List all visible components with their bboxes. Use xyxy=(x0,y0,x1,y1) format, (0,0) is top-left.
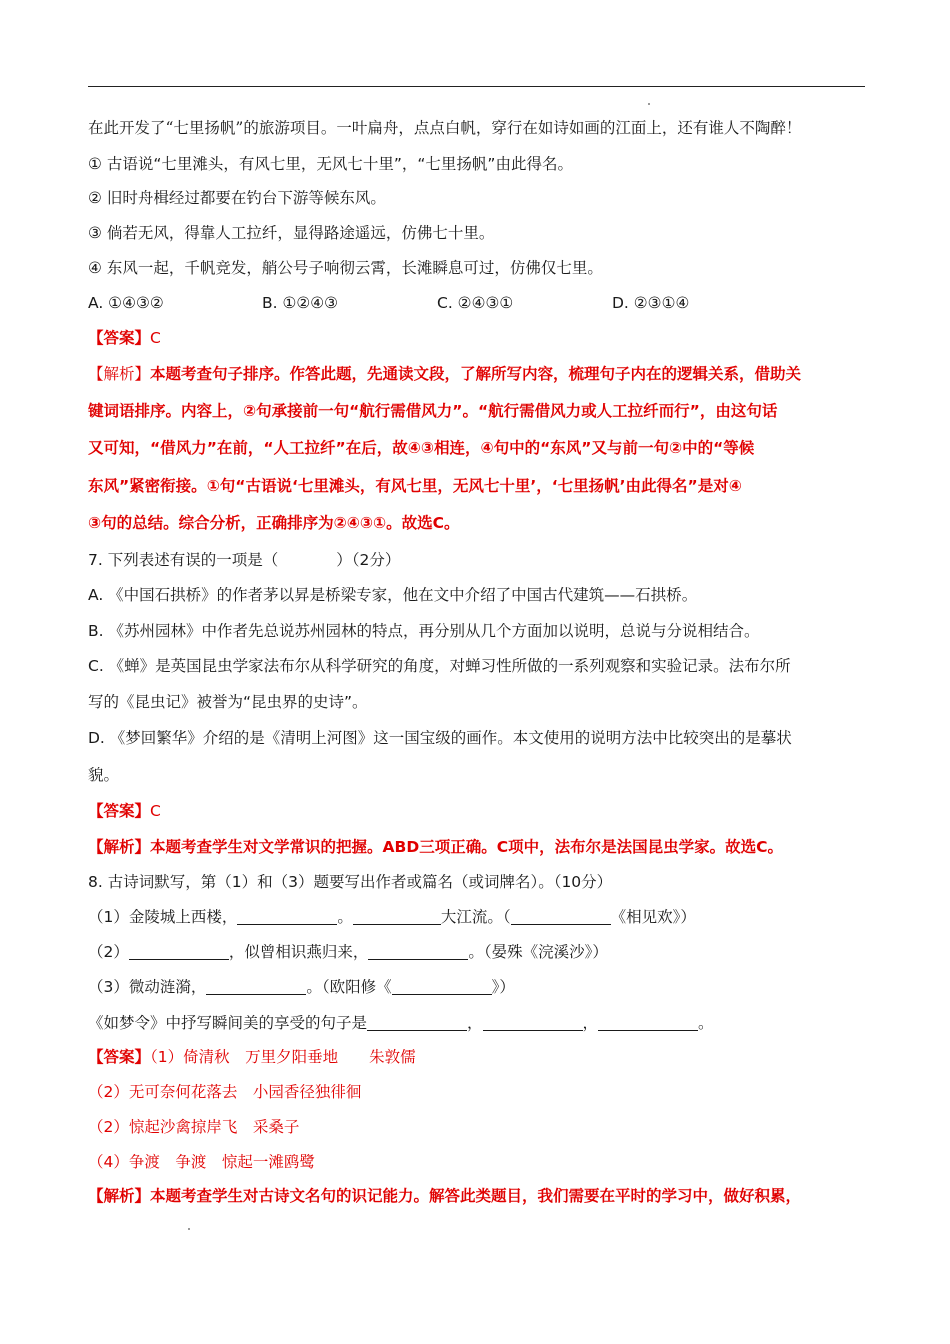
intro-line: 在此开发了“七里扬帆”的旅游项目。一叶扁舟，点点白帆，穿行在如诗如画的江面上，还有谁人不陶醉！ xyxy=(88,119,802,137)
answer-text: （1）倚清秋 万里夕阳垂地 朱敦儒 xyxy=(150,1048,416,1066)
answer-tag: 【答案】 xyxy=(88,329,151,347)
analysis-text: 本题考查学生对古诗文名句的识记能力。解答此类题目，我们需要在平时的学习中，做好积累， xyxy=(150,1187,802,1205)
q8-1-text: （1）金陵城上西楼， xyxy=(88,908,238,926)
fill-blank[interactable] xyxy=(368,943,468,960)
q7-stem xyxy=(88,550,400,570)
q8-item-1 xyxy=(88,907,696,927)
fill-blank[interactable] xyxy=(511,908,611,925)
answer-tag: 【答案】 xyxy=(88,802,151,820)
q8-4-comma: ， xyxy=(582,1014,599,1032)
q6-option-a: A. ①④③② xyxy=(88,294,164,312)
q8-4-comma: ， xyxy=(467,1014,483,1032)
answer-tag: 【答案】 xyxy=(88,1048,151,1066)
fill-blank[interactable] xyxy=(483,1014,583,1031)
q8-item-3 xyxy=(88,977,515,997)
sentence-3: ③ 倘若无风，得靠人工拉纤，显得路途遥远，仿佛七十里。 xyxy=(88,224,495,242)
sentence-2: ② 旧时舟楫经过都要在钓台下游等候东风。 xyxy=(88,189,386,207)
analysis-text: 本题考查学生对文学常识的把握。ABD三项正确。C项中，法布尔是法国昆虫学家。故选C。 xyxy=(150,838,783,856)
analysis-tag: 【解析】 xyxy=(88,838,151,856)
q6-option-d: D. ②③①④ xyxy=(612,294,690,312)
q6-option-b: B. ①②④③ xyxy=(262,294,339,312)
q8-2-source: 。（晏殊《浣溪沙》） xyxy=(468,943,608,961)
q8-4-text: 《如梦令》中抒写瞬间美的享受的句子是 xyxy=(88,1014,368,1032)
q6-answer xyxy=(88,328,161,348)
q8-4-period: 。 xyxy=(698,1014,714,1032)
fill-blank[interactable] xyxy=(598,1014,698,1031)
fill-blank[interactable] xyxy=(237,908,337,925)
q8-1-title: 《相见欢》） xyxy=(610,908,696,926)
analysis-text: 本题考查句子排序。作答此题，先通读文段，了解所写内容，梳理句子内在的逻辑关系，借助关 xyxy=(150,365,802,383)
q8-1-period: 。 xyxy=(337,908,353,926)
header-rule xyxy=(88,86,865,87)
q8-1-text-2: 大江流。（ xyxy=(440,908,511,926)
scan-dot xyxy=(188,1228,190,1230)
fill-blank[interactable] xyxy=(367,1014,467,1031)
sentence-1: ① 古语说“七里滩头，有风七里，无风七十里”，“七里扬帆”由此得名。 xyxy=(88,155,573,173)
analysis-tag: 【解析】 xyxy=(88,1187,151,1205)
q6-analysis-2: 键词语排序。内容上，②句承接前一句“航行需借风力”。“航行需借风力或人工拉纤而行”，由这句话 xyxy=(88,402,778,420)
fill-blank[interactable] xyxy=(129,943,229,960)
answer-value: C xyxy=(150,329,161,347)
analysis-tag: 【解析】 xyxy=(88,365,151,383)
q7-option-b: B. 《苏州园林》中作者先总说苏州园林的特点，再分别从几个方面加以说明，总说与分说相结合。 xyxy=(88,622,760,640)
q8-item-2 xyxy=(88,942,608,962)
q8-3-text: （3）微动涟漪， xyxy=(88,978,207,996)
q8-answer-2: （2）无可奈何花落去 小园香径独徘徊 xyxy=(88,1083,362,1101)
q8-stem: 8. 古诗词默写，第（1）和（3）题要写出作者或篇名（或词牌名）。（10分） xyxy=(88,873,613,891)
fill-blank[interactable] xyxy=(353,908,441,925)
q8-analysis xyxy=(88,1186,801,1206)
q8-item-4 xyxy=(88,1013,714,1033)
scan-dot xyxy=(648,103,650,105)
q7-option-d: D. 《梦回繁华》介绍的是《清明上河图》这一国宝级的画作。本文使用的说明方法中比较突出的是摹状 xyxy=(88,729,792,747)
q7-answer xyxy=(88,801,161,821)
q6-analysis-4: 东风”紧密衔接。①句“古语说‘七里滩头，有风七里，无风七十里’，‘七里扬帆’由此得名”是对④ xyxy=(88,477,742,495)
q7-option-c-cont: 写的《昆虫记》被誉为“昆虫界的史诗”。 xyxy=(88,693,368,711)
q7-stem-text: 7. 下列表述有误的一项是（ xyxy=(88,551,279,569)
q7-points: ）（2分） xyxy=(336,551,401,569)
q8-answer-4: （4）争渡 争渡 惊起一滩鸥鹭 xyxy=(88,1153,315,1171)
q7-option-d-cont: 貌。 xyxy=(88,766,120,784)
q8-3-close: 》） xyxy=(491,978,515,996)
fill-blank[interactable] xyxy=(392,978,492,995)
q8-answer-1 xyxy=(88,1047,416,1067)
q8-answer-3: （2）惊起沙禽掠岸飞 采桑子 xyxy=(88,1118,300,1136)
sentence-4: ④ 东风一起，千帆竞发，艄公号子响彻云霄，长滩瞬息可过，仿佛仅七里。 xyxy=(88,259,603,277)
answer-value: C xyxy=(150,802,161,820)
q7-option-c: C. 《蝉》是英国昆虫学家法布尔从科学研究的角度，对蝉习性所做的一系列观察和实验记录。法布尔所 xyxy=(88,657,791,675)
q8-2-label: （2） xyxy=(88,943,129,961)
q7-option-a: A. 《中国石拱桥》的作者茅以昇是桥梁专家，他在文中介绍了中国古代建筑——石拱桥。 xyxy=(88,586,698,604)
q8-2-text: ，似曾相识燕归来， xyxy=(228,943,369,961)
q6-option-c: C. ②④③① xyxy=(437,294,514,312)
q7-analysis xyxy=(88,837,783,857)
q6-analysis-5: ③句的总结。综合分析，正确排序为②④③①。故选C。 xyxy=(88,514,460,532)
fill-blank[interactable] xyxy=(206,978,306,995)
q8-3-source: 。（欧阳修《 xyxy=(306,978,392,996)
q6-analysis-1 xyxy=(88,364,801,384)
q6-analysis-3: 又可知，“借风力”在前，“人工拉纤”在后，故④③相连，④句中的“东风”又与前一句②中的“等候 xyxy=(88,439,755,457)
